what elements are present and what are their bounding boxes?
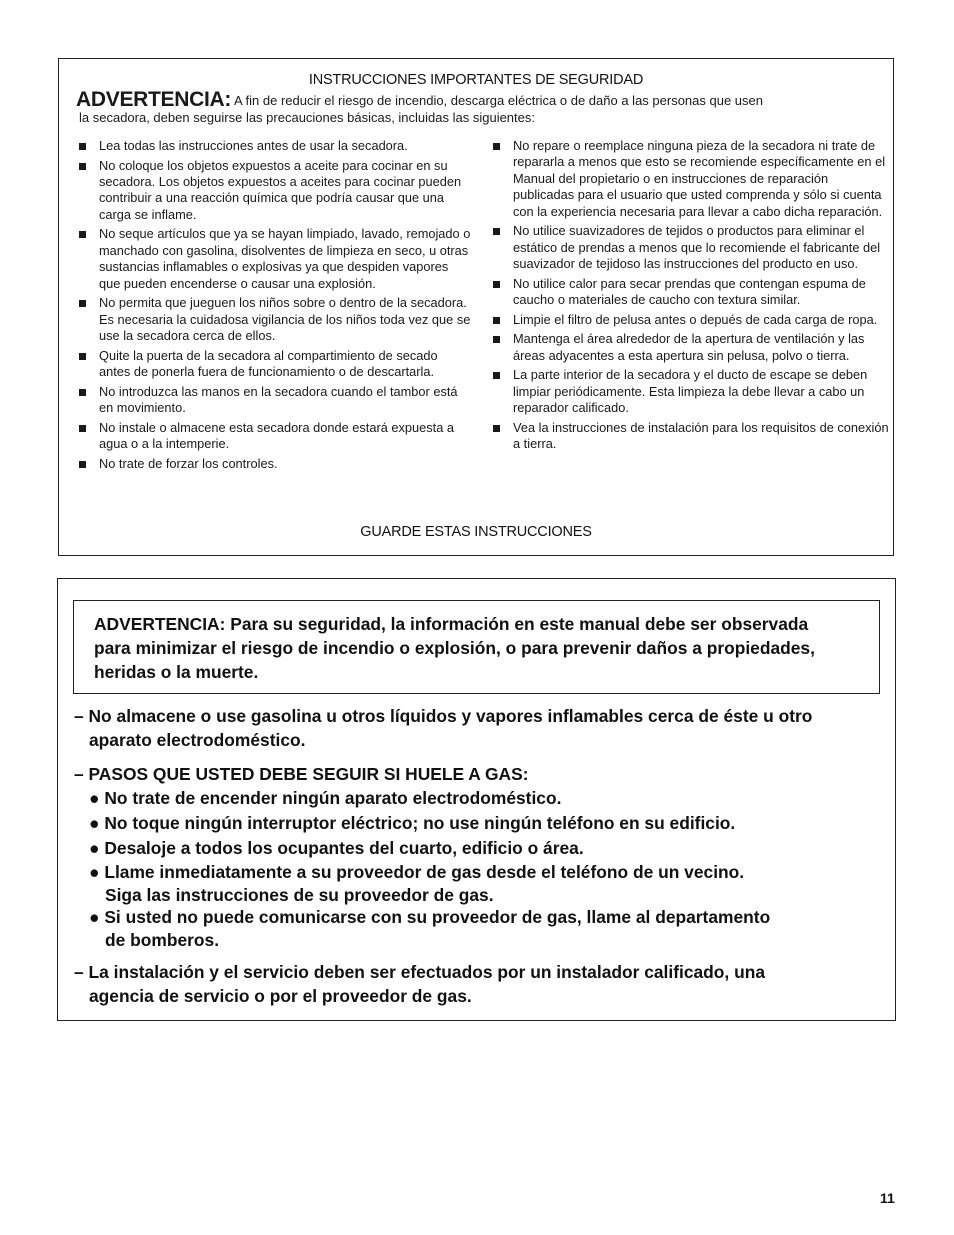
square-bullet-icon	[493, 317, 500, 324]
gas-step-bullet: ● Llame inmediatamente a su proveedor de gas desde el teléfono de un vecino. Siga las instrucciones de su proveedor de gas.	[89, 862, 745, 905]
list-item: No seque artículos que ya se hayan limpiado, lavado, remojado o manchado con gasolina, disolventes de limpieza en seco, u otras sustancias inflamables o explosivas ya que despiden vapores que pueden encenderse o causar una explosión.	[77, 226, 472, 292]
square-bullet-icon	[79, 389, 86, 396]
qualified-installer-item: – La instalación y el servicio deben ser efectuados por un instalador calificado, una agencia de servicio o por el proveedor de gas.	[74, 962, 766, 1006]
gas-smell-steps-heading: – PASOS QUE USTED DEBE SEGUIR SI HUELE A GAS:	[74, 764, 529, 784]
list-item: Vea la instrucciones de instalación para los requisitos de conexión a tierra.	[491, 420, 891, 453]
list-item: Quite la puerta de la secadora al compartimiento de secado antes de ponerla fuera de funcionamiento o de descartarla.	[77, 348, 472, 381]
list-item: No permita que jueguen los niños sobre o dentro de la secadora. Es necesaria la cuidadosa vigilancia de los niños toda vez que se use la secadora cerca de ellos.	[77, 295, 472, 344]
list-item: No introduzca las manos en la secadora cuando el tambor está en movimiento.	[77, 384, 472, 417]
list-item: No utilice calor para secar prendas que contengan espuma de caucho o materiales de caucho con textura similar.	[491, 276, 891, 309]
warning-text-2: la secadora, deben seguirse las precauciones básicas, incluidas las siguientes:	[79, 109, 535, 125]
square-bullet-icon	[79, 163, 86, 170]
square-bullet-icon	[79, 425, 86, 432]
safety-heading: INSTRUCCIONES IMPORTANTES DE SEGURIDAD	[308, 72, 644, 88]
list-item: Mantenga el área alrededor de la apertura de ventilación y las áreas adyacentes a esta apertura sin pelusa, polvo o tierra.	[491, 331, 891, 364]
right-precautions-list	[491, 138, 891, 456]
warning-word: ADVERTENCIA:	[76, 88, 232, 111]
square-bullet-icon	[79, 353, 86, 360]
page-number: 11	[880, 1190, 895, 1206]
square-bullet-icon	[493, 425, 500, 432]
square-bullet-icon	[79, 461, 86, 468]
square-bullet-icon	[493, 281, 500, 288]
list-item: La parte interior de la secadora y el ducto de escape se deben limpiar periódicamente. Esta limpieza la debe llevar a cabo un reparador calificado.	[491, 367, 891, 416]
left-precautions-list	[77, 138, 472, 475]
list-item: No repare o reemplace ninguna pieza de la secadora ni trate de repararla a menos que esto se recomiende específicamente en el Manual del propietario o en instrucciones de reparación publicadas para el usuario que usted comprenda y sólo si cuenta con la experiencia necesaria para llevar a cabo dicha reparación.	[491, 138, 891, 220]
list-item: No instale o almacene esta secadora donde estará expuesta a agua o a la intemperie.	[77, 420, 472, 453]
list-item: Lea todas las instrucciones antes de usar la secadora.	[77, 138, 472, 154]
callout-line: ADVERTENCIA: Para su seguridad, la información en este manual debe ser observada	[94, 614, 809, 634]
safety-instructions-box	[58, 58, 894, 556]
warning-text-1: A fin de reducir el riesgo de incendio, descarga eléctrica o de daño a las personas que usen	[233, 93, 763, 108]
callout-line: para minimizar el riesgo de incendio o explosión, o para prevenir daños a propiedades,	[94, 638, 815, 658]
list-item: Limpie el filtro de pelusa antes o depués de cada carga de ropa.	[491, 312, 891, 328]
gas-step-bullet: ● No trate de encender ningún aparato electrodoméstico.	[89, 788, 562, 808]
square-bullet-icon	[493, 228, 500, 235]
list-item: No utilice suavizadores de tejidos o productos para eliminar el estático de prendas a menos que lo recomiende el fabricante del suavizador de tejidoso las instrucciones del producto en uso.	[491, 223, 891, 272]
gas-warning-box	[57, 578, 896, 1021]
gas-step-bullet: ● No toque ningún interruptor eléctrico; no use ningún teléfono en su edificio.	[89, 813, 736, 833]
square-bullet-icon	[79, 143, 86, 150]
square-bullet-icon	[493, 372, 500, 379]
list-item: No coloque los objetos expuestos a aceite para cocinar en su secadora. Los objetos expuestos a aceites para cocinar pueden contribuir a una reacción química que podría causar que una carga se inflame.	[77, 158, 472, 224]
square-bullet-icon	[493, 143, 500, 150]
callout-line: heridas o la muerte.	[94, 662, 259, 682]
list-item: No trate de forzar los controles.	[77, 456, 472, 472]
gas-warning-callout	[73, 600, 880, 694]
warning-intro	[76, 88, 876, 126]
gas-step-bullet: ● Desaloje a todos los ocupantes del cuarto, edificio o área.	[89, 838, 584, 858]
save-instructions-footer: GUARDE ESTAS INSTRUCCIONES	[360, 524, 592, 540]
square-bullet-icon	[79, 231, 86, 238]
gas-step-bullet: ● Si usted no puede comunicarse con su proveedor de gas, llame al departamento de bomberos.	[89, 907, 771, 950]
square-bullet-icon	[493, 336, 500, 343]
square-bullet-icon	[79, 300, 86, 307]
no-store-gasoline-item: – No almacene o use gasolina u otros líquidos y vapores inflamables cerca de éste u otro aparato electrodoméstico.	[74, 706, 813, 750]
